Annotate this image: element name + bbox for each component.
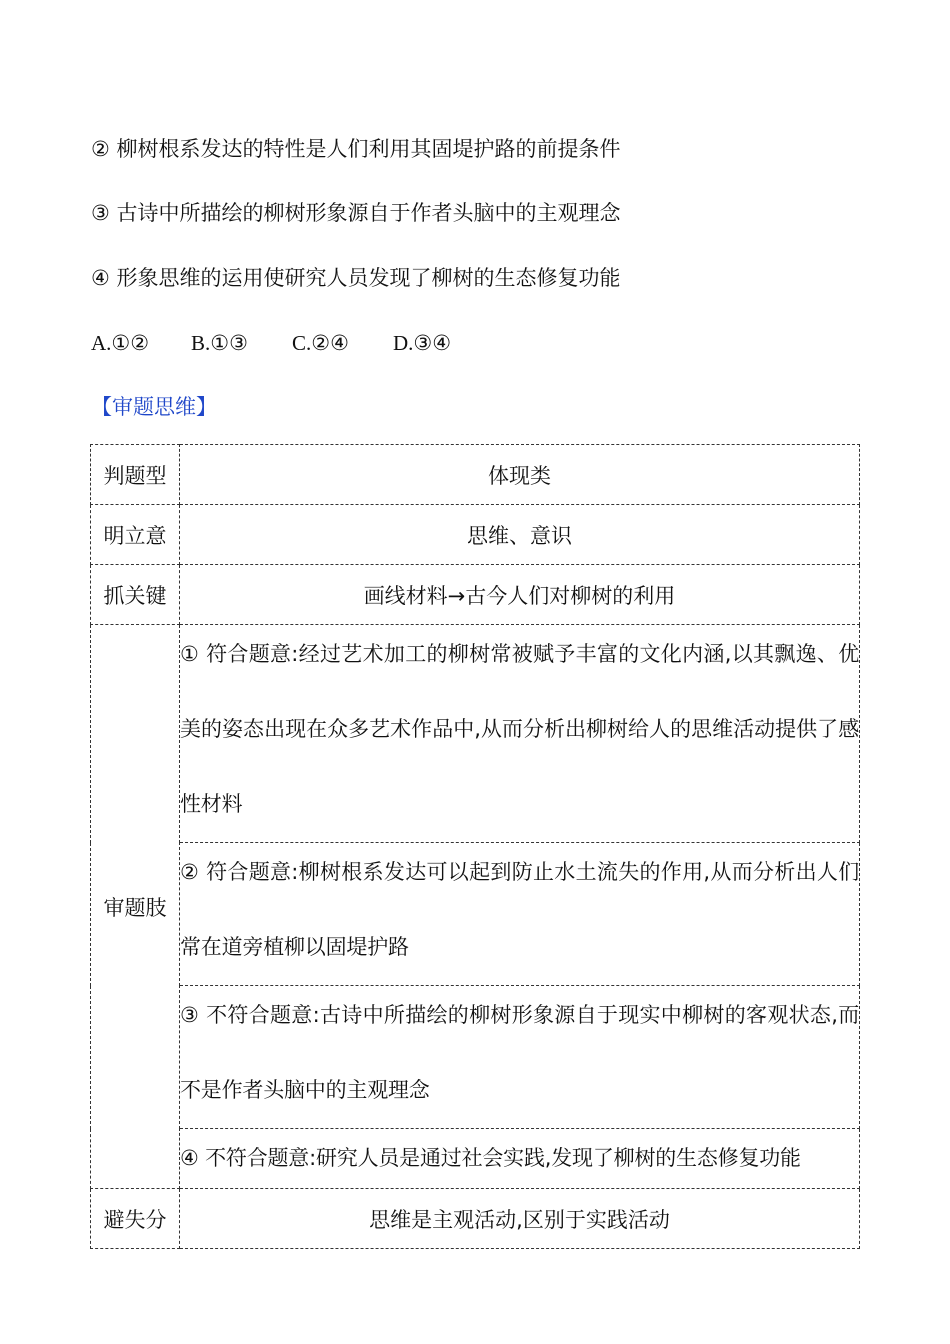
branch-item [180, 986, 860, 1129]
table-row [91, 565, 860, 625]
choice-a: A.①② [91, 331, 150, 355]
branch-item [180, 625, 860, 843]
table-row [91, 505, 860, 565]
table-row [91, 445, 860, 505]
branch-text: ① 符合题意:经过艺术加工的柳树常被赋予丰富的文化内涵,以其飘逸、优美的姿态出现在众多艺术作品中,从而分析出柳树给人的思维活动提供了感性材料 [180, 642, 859, 816]
row-value: 思维、意识 [180, 505, 860, 565]
row-value: 体现类 [180, 445, 860, 505]
option-line-2: ② 柳树根系发达的特性是人们利用其固堤护路的前提条件 [91, 137, 621, 161]
table-row [91, 986, 860, 1129]
analysis-table [90, 444, 860, 1249]
row-label: 判题型 [91, 445, 180, 505]
row-value: 思维是主观活动,区别于实践活动 [180, 1189, 860, 1249]
choice-c: C.②④ [292, 331, 349, 355]
branch-text: ③ 不符合题意:古诗中所描绘的柳树形象源自于现实中柳树的客观状态,而不是作者头脑中的主观理念 [180, 1003, 859, 1102]
row-label: 明立意 [91, 505, 180, 565]
table-row [91, 625, 860, 843]
branch-item [180, 1129, 860, 1189]
option-line-4: ④ 形象思维的运用使研究人员发现了柳树的生态修复功能 [91, 266, 621, 290]
section-heading: 【审题思维】 [91, 395, 217, 419]
table-row [91, 1129, 860, 1189]
answer-choices [91, 328, 451, 358]
choice-d: D.③④ [393, 331, 452, 355]
row-label: 审题肢 [91, 625, 180, 1189]
table-row [91, 1189, 860, 1249]
branch-text: ② 符合题意:柳树根系发达可以起到防止水土流失的作用,从而分析出人们常在道旁植柳以固堤护路 [180, 860, 859, 959]
branch-item [180, 843, 860, 986]
row-value: 画线材料→古今人们对柳树的利用 [180, 565, 860, 625]
option-line-3: ③ 古诗中所描绘的柳树形象源自于作者头脑中的主观理念 [91, 201, 621, 225]
table-row [91, 843, 860, 986]
choice-b: B.①③ [191, 331, 248, 355]
row-label: 避失分 [91, 1189, 180, 1249]
branch-text: ④ 不符合题意:研究人员是通过社会实践,发现了柳树的生态修复功能 [180, 1146, 801, 1170]
row-label: 抓关键 [91, 565, 180, 625]
